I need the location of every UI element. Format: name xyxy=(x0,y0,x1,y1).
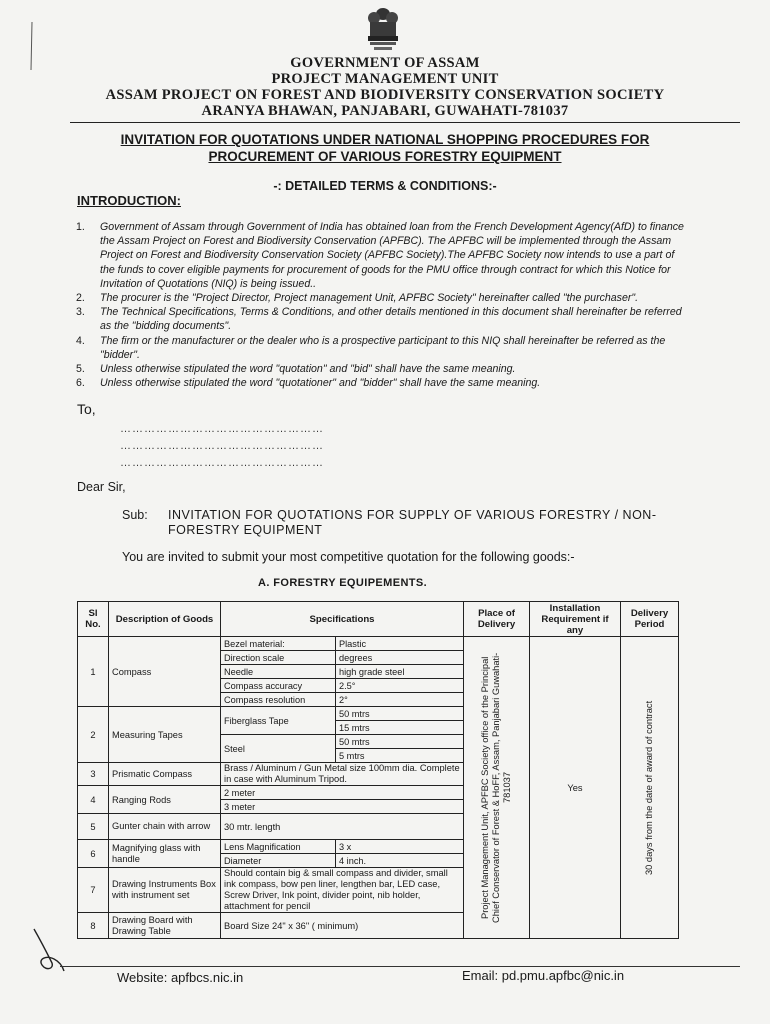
address-line-blank: …………………………………………… xyxy=(120,440,324,452)
description-cell: Drawing Instruments Box with instrument set xyxy=(109,868,221,913)
clause: 6. Unless otherwise stipulated the word "quotationer" and "bidder" shall have the same meaning. xyxy=(76,377,541,390)
spec-cell: Brass / Aluminum / Gun Metal size 100mm dia. Complete in case with Aluminum Tripod. xyxy=(221,763,464,786)
description-cell: Ranging Rods xyxy=(109,786,221,814)
spec-cell: Should contain big & small compass and divider, small ink compass, bow pen liner, lengthen bar, LED case, Screw Driver, Ink point, divider point, nib holder, attachment for pencil xyxy=(221,868,464,913)
header-delivery-period: Delivery Period xyxy=(621,602,679,637)
goods-table xyxy=(77,601,679,939)
signature-mark xyxy=(28,925,68,975)
document-title-line1: INVITATION FOR QUOTATIONS UNDER NATIONAL SHOPPING PROCEDURES FOR xyxy=(120,132,650,147)
header-specifications: Specifications xyxy=(221,602,464,637)
header-pmu: PROJECT MANAGEMENT UNIT xyxy=(271,71,499,87)
address-line-blank: …………………………………………… xyxy=(120,457,324,469)
description-cell: Magnifying glass with handle xyxy=(109,840,221,868)
installation-cell: Yes xyxy=(530,637,621,939)
header-description: Description of Goods xyxy=(109,602,221,637)
clause: 1. Government of Assam through Government of India has obtained loan from the French Development Agency(AfD) to finance the Assam Project on Forest and Biodiversity Conservation (APFBC). The APFBC will be implemented through the Assam Project on Forest and Biodiversity Conservation Society (APFBC Society).The APFBC Society now intends to use a part of the funds to cover eligible payments for procurement of goods for the PMU office through contract for which this Notice for Invitation of Quotations (NIQ) is being issued.. xyxy=(76,221,684,290)
sl-cell: 3 xyxy=(78,763,109,786)
addressee-to: To, xyxy=(77,401,96,417)
terms-subtitle: -: DETAILED TERMS & CONDITIONS:- xyxy=(273,179,497,193)
place-of-delivery-cell: Project Management Unit, APFBC Society office of the Principal Chief Conservator of Forest & HoFF, Assam, Panjabari Guwahati-781037 xyxy=(464,637,530,939)
header-place-of-delivery: Place of Delivery xyxy=(464,602,530,637)
header-government: GOVERNMENT OF ASSAM xyxy=(290,55,480,71)
header-sl-no: Sl No. xyxy=(78,602,109,637)
sl-cell: 8 xyxy=(78,913,109,939)
sl-cell: 2 xyxy=(78,707,109,763)
clause: 5. Unless otherwise stipulated the word "quotation" and "bid" shall have the same meaning. xyxy=(76,363,516,376)
invitation-sentence: You are invited to submit your most competitive quotation for the following goods:- xyxy=(122,550,575,564)
table-header-row xyxy=(78,602,679,637)
spec-cell: Bezel material: Plastic Direction scale degrees Needle high grade steel Compass accuracy 2.5° Compass resolution 2° xyxy=(221,637,464,707)
clause: 3. The Technical Specifications, Terms & Conditions, and other details mentioned in this document shall hereinafter be referred as the "bidding documents". xyxy=(76,306,682,333)
spec-cell: 30 mtr. length xyxy=(221,814,464,840)
description-cell: Drawing Board with Drawing Table xyxy=(109,913,221,939)
footer-website: Website: apfbcs.nic.in xyxy=(117,970,244,985)
subject-label: Sub: xyxy=(122,508,148,522)
header-society: ASSAM PROJECT ON FOREST AND BIODIVERSITY CONSERVATION SOCIETY xyxy=(105,87,665,103)
spec-cell: Lens Magnification 3 x Diameter 4 inch. xyxy=(221,840,464,868)
description-cell: Compass xyxy=(109,637,221,707)
address-line-blank: …………………………………………… xyxy=(120,423,324,435)
description-cell: Gunter chain with arrow xyxy=(109,814,221,840)
description-cell: Measuring Tapes xyxy=(109,707,221,763)
subject-text: INVITATION FOR QUOTATIONS FOR SUPPLY OF VARIOUS FORESTRY / NON-FORESTRY EQUIPMENT xyxy=(168,508,657,537)
header-installation: Installation Requirement if any xyxy=(530,602,621,637)
sl-cell: 7 xyxy=(78,868,109,913)
introduction-heading: INTRODUCTION: xyxy=(77,193,181,208)
table-row xyxy=(78,637,679,707)
state-emblem-icon xyxy=(358,4,408,54)
sl-cell: 1 xyxy=(78,637,109,707)
description-cell: Prismatic Compass xyxy=(109,763,221,786)
clause: 4. The firm or the manufacturer or the dealer who is a prospective participant to this NIQ shall hereinafter be referred as the "bidder". xyxy=(76,334,666,361)
delivery-period-cell: 30 days from the date of award of contract xyxy=(621,637,679,939)
sl-cell: 6 xyxy=(78,840,109,868)
clause: 2. The procurer is the "Project Director, Project management Unit, APFBC Society" hereinafter called "the purchaser". xyxy=(76,292,639,305)
document-title-line2: PROCUREMENT OF VARIOUS FORESTRY EQUIPMENT xyxy=(208,149,562,164)
footer-rule xyxy=(60,966,740,967)
sl-cell: 5 xyxy=(78,814,109,840)
section-a-heading: A. FORESTRY EQUIPEMENTS. xyxy=(258,577,428,589)
spec-cell: Board Size 24" x 36" ( minimum) xyxy=(221,913,464,939)
header-address: ARANYA BHAWAN, PANJABARI, GUWAHATI-781037 xyxy=(201,103,569,119)
introduction-clauses xyxy=(76,220,686,390)
sl-cell: 4 xyxy=(78,786,109,814)
spec-cell: Fiberglass Tape 50 mtrs 15 mtrs Steel 50 mtrs 5 mtrs xyxy=(221,707,464,763)
header-rule xyxy=(70,122,740,123)
footer-email: Email: pd.pmu.apfbc@nic.in xyxy=(462,968,625,983)
salutation: Dear Sir, xyxy=(77,480,126,494)
spec-cell: 2 meter 3 meter xyxy=(221,786,464,814)
